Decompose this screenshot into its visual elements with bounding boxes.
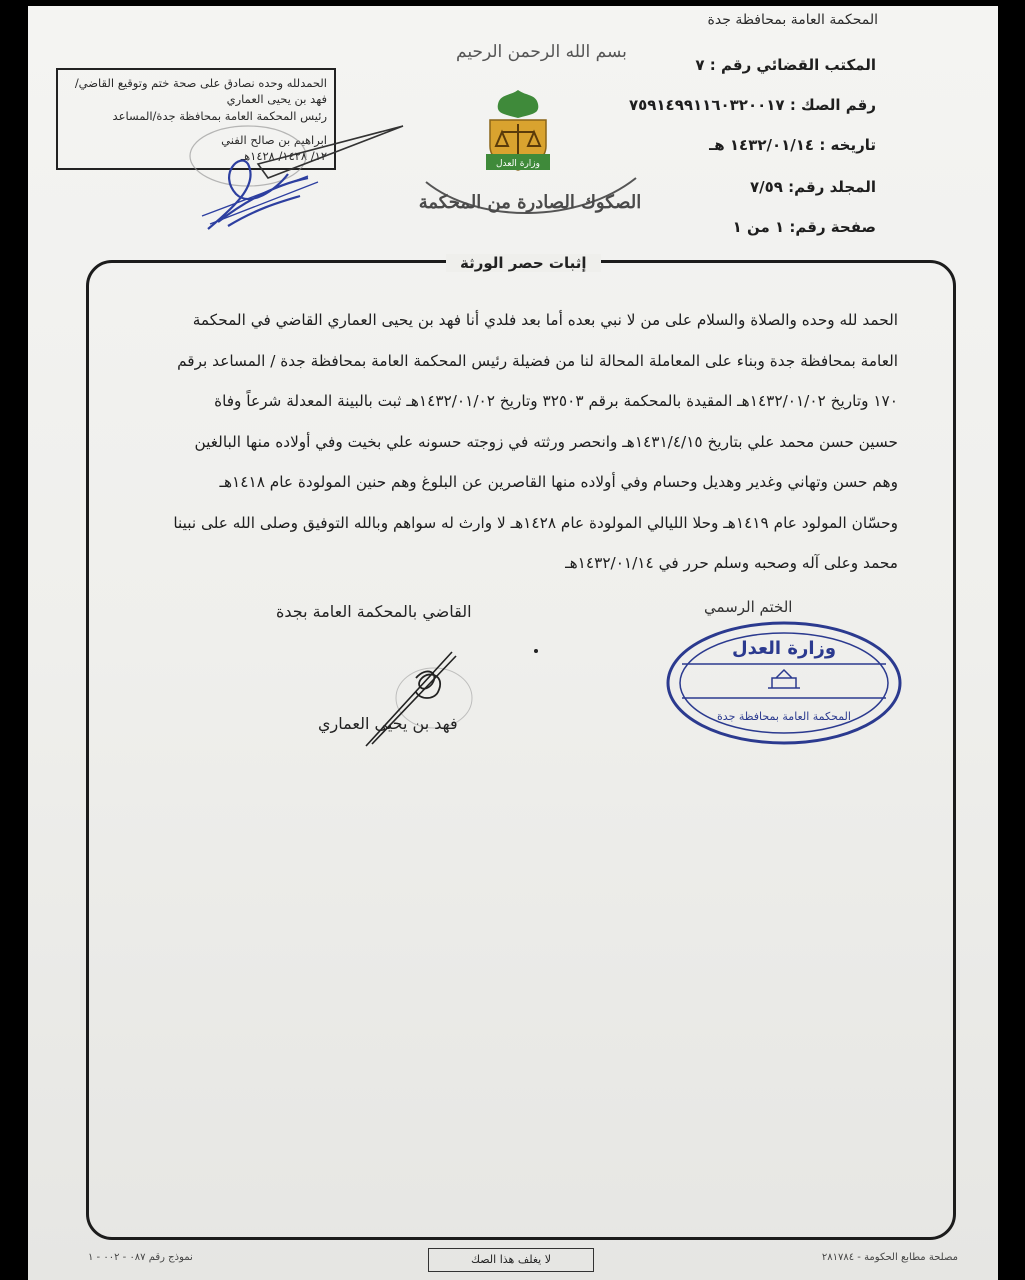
judge-name: فهد بن يحيى العماري (318, 714, 458, 733)
court-seal-icon (664, 618, 904, 748)
seal-court-text: المحكمة العامة بمحافظة جدة (717, 710, 851, 723)
printing-press-note: مصلحة مطابع الحكومة - ٢٨١٧٨٤ (821, 1252, 958, 1263)
seal-ministry-text: وزارة العدل (731, 638, 837, 659)
date-value: ١٤٣٢/٠١/١٤ هـ (709, 136, 815, 154)
date-label: تاريخه : (819, 136, 876, 154)
body-line: محمد وعلى آله وصحبه وسلم حرر في ١٤٣٢/٠١/١٤هـ (565, 554, 898, 572)
auth-line: رئيس المحكمة العامة بمحافظة جدة/المساعد (112, 108, 327, 123)
body-line: العامة بمحافظة جدة وبناء على المعاملة المحالة لنا من فضيلة رئيس المحكمة العامة بمحافظة جدة / المساعد برقم (177, 351, 898, 370)
ministry-of-justice-emblem-icon (478, 88, 558, 174)
office-number-line (695, 56, 876, 74)
date-line (709, 136, 876, 154)
auth-line: ١٢/ ١٤٢٨/ ١٤٢٨هـ (240, 149, 327, 164)
judge-signature-icon (356, 642, 476, 750)
footer-do-not-laminate: لا يغلف هذا الصك (428, 1248, 594, 1272)
body-line: الحمد لله وحده والصلاة والسلام على من لا نبي بعده أما بعد فلدي أنا فهد بن يحيى العماري القاضي في المحكمة (192, 311, 898, 329)
volume-label: المجلد رقم: (788, 178, 876, 196)
page-number-value: ١ من ١ (732, 218, 785, 236)
volume-value: ٧/٥٩ (749, 178, 783, 196)
deed-number-label: رقم الصك : (789, 96, 876, 114)
office-number-value: ٧ (695, 56, 705, 74)
volume-line (750, 178, 876, 196)
ink-dot (534, 649, 538, 653)
office-number-label: المكتب القضائي رقم : (709, 56, 876, 74)
document-page (28, 6, 998, 1280)
deed-number-value: ٧٥٩١٤٩٩١١٦٠٣٢٠٠١٧ (628, 96, 785, 114)
emblem-caption: وزارة العدل (496, 159, 540, 169)
document-body (116, 300, 898, 584)
court-name: المحكمة العامة بمحافظة جدة (707, 12, 878, 28)
issued-deeds-stamp-icon (418, 164, 643, 230)
auth-line: ابراهيم بن صالح الفني (221, 132, 327, 147)
page-number-label: صفحة رقم: (789, 218, 876, 236)
judge-title: القاضي بالمحكمة العامة بجدة (276, 602, 472, 621)
authentication-signature-icon (188, 104, 408, 234)
official-stamp-label: الختم الرسمي (704, 598, 793, 616)
form-number: نموذج رقم ٠٨٧ - ٠٠٢ - ١ (88, 1252, 193, 1263)
body-line: حسين حسن محمد علي بتاريخ ١٤٣١/٤/١٥هـ وانحصر ورثته في زوجته حسونه علي بخيت وفي أولاده منها البالغين (194, 432, 898, 451)
document-title: إثبات حصر الورثة (446, 254, 601, 272)
body-line: وهم حسن وتهاني وغدير وهديل وحسام وفي أولاده منها القاصرين عن البلوغ وهم حنين المولودة عام ١٤١٨هـ (219, 473, 898, 491)
body-line: ١٧٠ وتاريخ ١٤٣٢/٠١/٠٢هـ المقيدة بالمحكمة برقم ٣٢٥٠٣ وتاريخ ١٤٣٢/٠١/٠٢هـ ثبت بالبينة المعدلة شرعاً وفاة (214, 392, 898, 410)
auth-line: الحمدلله وحده نصادق على صحة ختم وتوقيع القاضي/ (74, 76, 327, 90)
page-number-line (733, 218, 876, 236)
body-line: وحسّان المولود عام ١٤١٩هـ وحلا الليالي المولودة عام ١٤٢٨هـ لا وارث له سواهم وبالله التوفيق وصلى الله على نبينا (173, 513, 898, 532)
deed-number-line (629, 96, 876, 114)
auth-line: فهد بن يحيى العماري (226, 92, 327, 107)
issued-deeds-stamp-text: الصكوك الصادرة من المحكمة (418, 192, 642, 213)
basmala: بسم الله الرحمن الرحيم (456, 42, 627, 62)
